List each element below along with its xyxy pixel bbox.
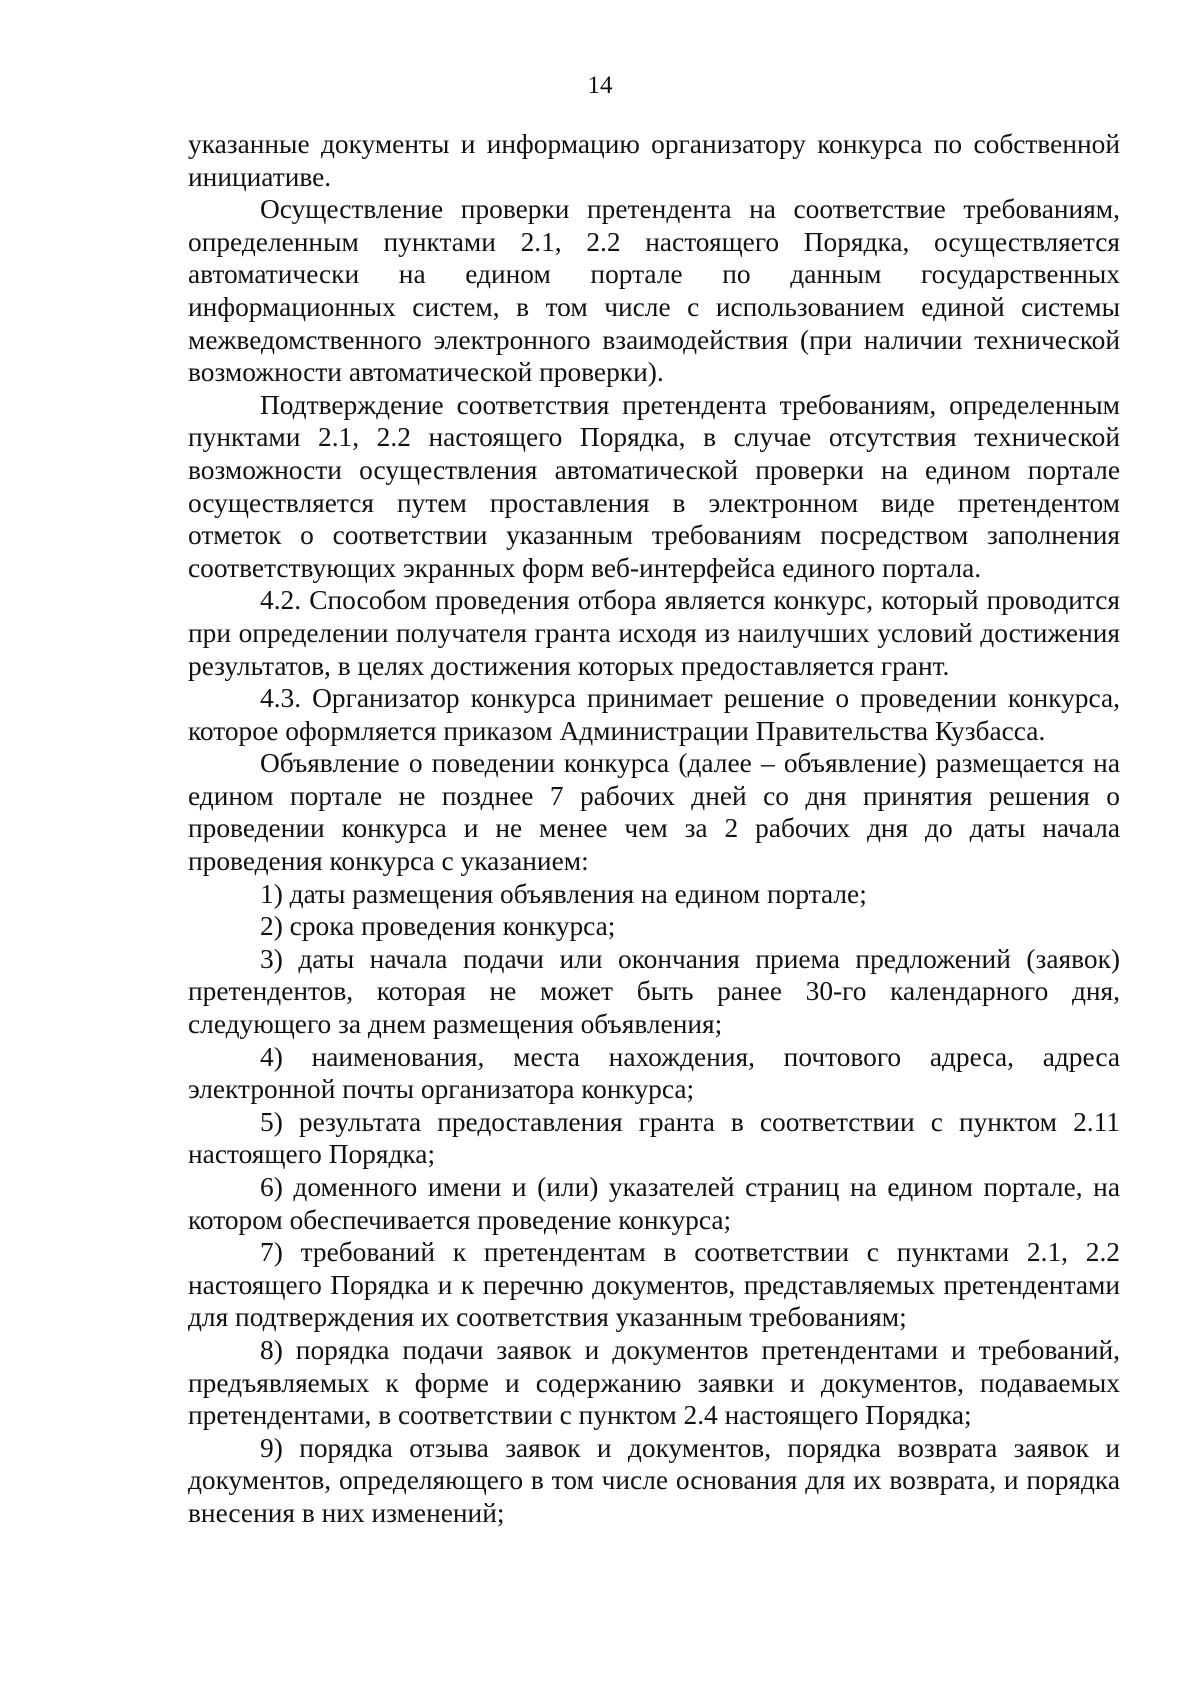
list-item-4: 4) наименования, места нахождения, почтового адреса, адреса электронной почты организатора конкурса; <box>188 1041 1120 1105</box>
list-item-8: 8) порядка подачи заявок и документов претендентами и требований, предъявляемых к форме и содержанию заявки и документов, подаваемых претендентами, в соответствии с пунктом 2.4 настоящего Порядка; <box>188 1334 1120 1431</box>
list-item-1: 1) даты размещения объявления на едином портале; <box>260 878 867 909</box>
document-body <box>188 128 1120 1530</box>
list-item-7: 7) требований к претендентам в соответствии с пунктами 2.1, 2.2 настоящего Порядка и к перечню документов, представляемых претендентами для подтверждения их соответствия указанным требованиям; <box>188 1237 1120 1333</box>
paragraph-4-3: 4.3. Организатор конкурса принимает решение о проведении конкурса, которое оформляется приказом Администрации Правительства Кузбасса. <box>188 683 1120 746</box>
paragraph-verification: Осуществление проверки претендента на соответствие требованиям, определенным пунктами 2.1, 2.2 настоящего Порядка, осуществляется автоматически на едином портале по данным государственных информационных систем, в том числе с использованием единой системы межведомственного электронного взаимодействия (при наличии технической возможности автоматической проверки). <box>188 194 1120 388</box>
list-item-2: 2) срока проведения конкурса; <box>260 911 616 942</box>
page-number: 14 <box>587 72 613 99</box>
paragraph-4-2: 4.2. Способом проведения отбора является конкурс, который проводится при определении получателя гранта исходя из наилучших условий достижения результатов, в целях достижения которых предоставляется грант. <box>188 585 1120 681</box>
list-item-5: 5) результата предоставления гранта в соответствии с пунктом 2.11 настоящего Порядка; <box>188 1106 1120 1170</box>
paragraph-announcement: Объявление о поведении конкурса (далее – объявление) размещается на едином портале не позднее 7 рабочих дней со дня принятия решения о проведении конкурса и не менее чем за 2 рабочих дня до даты начала проведения конкурса с указанием: <box>188 748 1120 877</box>
paragraph-confirmation: Подтверждение соответствия претендента требованиям, определенным пунктами 2.1, 2.2 настоящего Порядка, в случае отсутствия технической возможности осуществления автоматической проверки на едином портале осуществляется путем проставления в электронном виде претендентом отметок о соответствии указанным требованиям посредством заполнения соответствующих экранных форм веб-интерфейса единого портала. <box>188 389 1120 583</box>
list-item-9: 9) порядка отзыва заявок и документов, порядка возврата заявок и документов, определяющего в том числе основания для их возврата, и порядка внесения в них изменений; <box>188 1432 1120 1528</box>
list-item-3: 3) даты начала подачи или окончания приема предложений (заявок) претендентов, которая не может быть ранее 30-го календарного дня, следующего за днем размещения объявления; <box>188 943 1120 1040</box>
paragraph-continuation: указанные документы и информацию организатору конкурса по собственной инициативе. <box>188 129 1120 192</box>
list-item-6: 6) доменного имени и (или) указателей страниц на едином портале, на котором обеспечивается проведение конкурса; <box>188 1172 1120 1235</box>
